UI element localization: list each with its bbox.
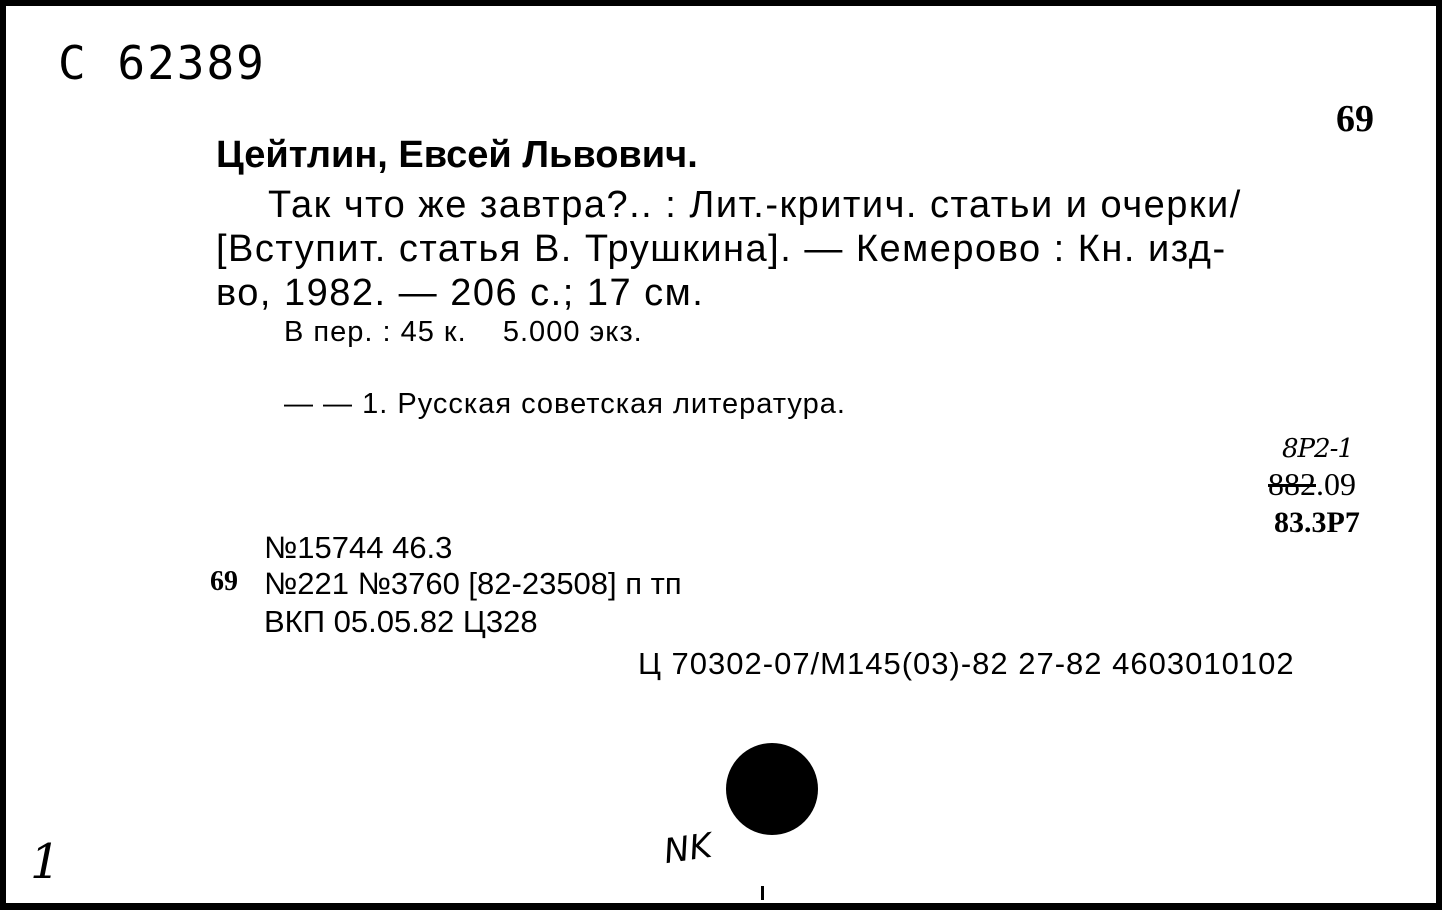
tick-mark (761, 886, 764, 900)
registration-line: ВКП 05.05.82 Ц328 (264, 604, 538, 639)
index-code-line: Ц 70302-07/М145(03)-82 27-82 4603010102 (638, 646, 1295, 681)
udc-classification (1268, 468, 1356, 500)
title-line: [Вступит. статья В. Трушкина]. — Кемерово : Кн. изд- (216, 228, 1227, 270)
subject-heading: — — 1. Русская советская литература. (284, 388, 846, 420)
card-border-bottom (0, 903, 1442, 910)
page-count-corner: 69 (1336, 98, 1374, 140)
price-circulation: В пер. : 45 к. 5.000 экз. (284, 316, 643, 348)
bbk-classification: 83.3Р7 (1274, 506, 1360, 539)
registration-line: №221 №3760 [82-23508] п тп (264, 566, 682, 601)
title-line: во, 1982. — 206 с.; 17 см. (216, 272, 705, 314)
author-heading: Цейтлин, Евсей Львович. (216, 134, 698, 176)
udc-struck-prefix: 882 (1268, 466, 1316, 502)
title-line: Так что же завтра?.. : Лит.-критич. статьи и очерки/ (268, 184, 1242, 226)
handwritten-mark-nk: NK (661, 825, 715, 873)
registration-number: 69 (210, 566, 238, 597)
card-border-right (1436, 0, 1442, 910)
handwritten-mark-one: 1 (30, 834, 61, 890)
hole-punch (726, 743, 818, 835)
udc-suffix: .09 (1316, 466, 1356, 502)
card-border-left (0, 0, 6, 910)
registration-line: №15744 46.3 (264, 530, 453, 565)
call-number: С 62389 (58, 36, 266, 90)
card-border-top (0, 0, 1442, 6)
handwritten-classification: 8Р2-1 (1282, 434, 1353, 464)
